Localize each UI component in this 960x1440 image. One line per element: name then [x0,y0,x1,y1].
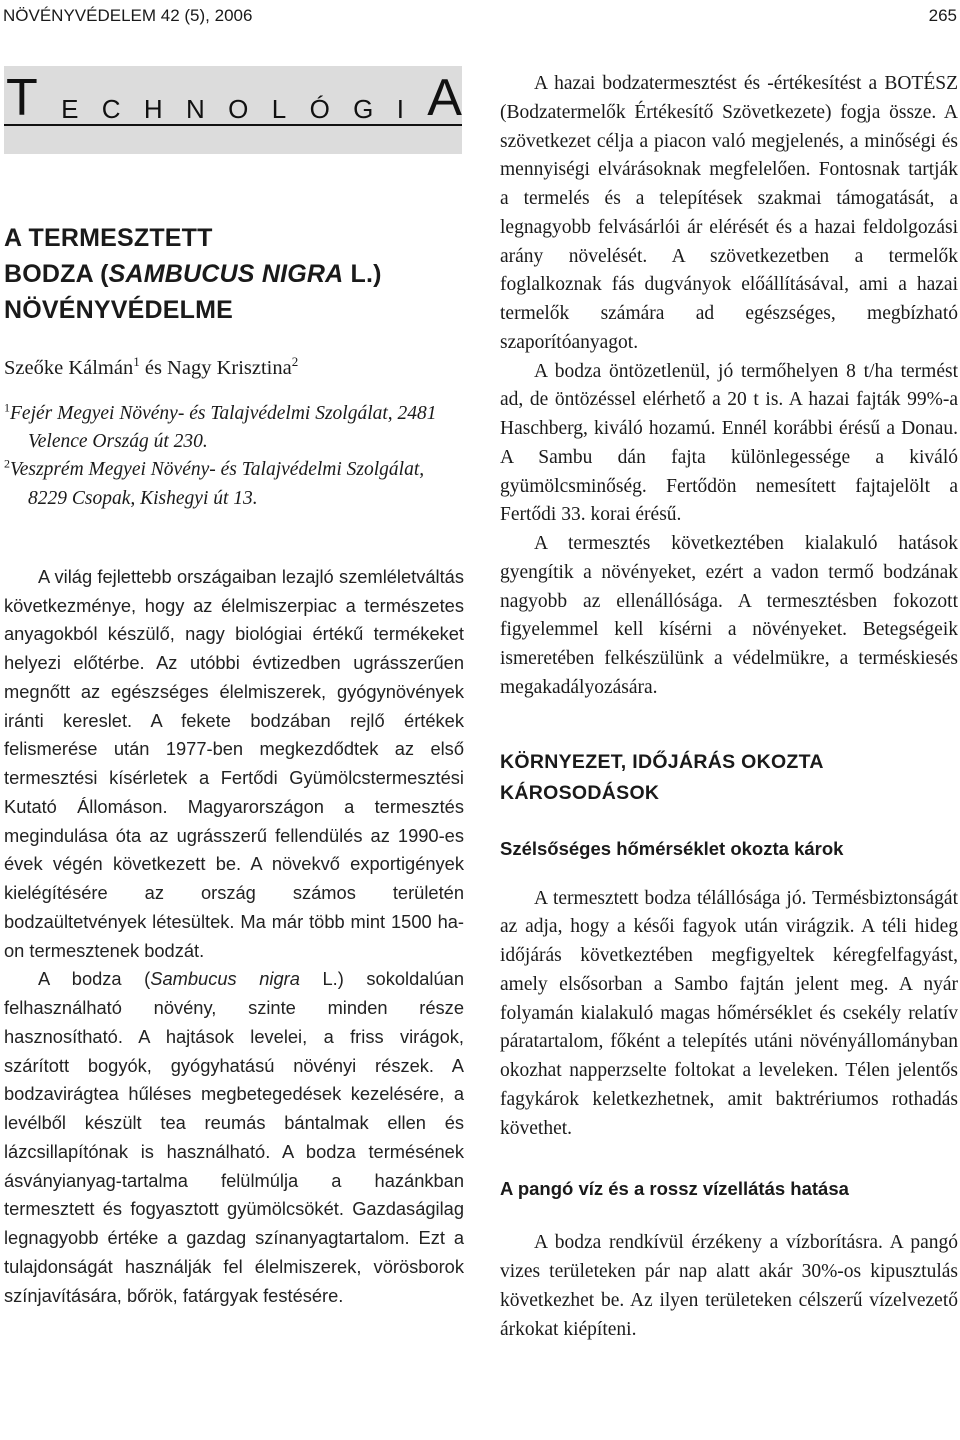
page-number: 265 [928,6,957,25]
author-2: Nagy Krisztina [167,357,292,379]
running-header [0,6,960,30]
section-heading: KÖRNYEZET, IDŐJÁRÁS OKOZTA KÁROSODÁSOK [500,750,824,804]
title-line-3: NÖVÉNYVÉDELME [4,296,234,324]
banner-letter: C [101,94,121,124]
banner-letter: N [186,94,205,124]
author-1: Szeőke Kálmán [4,357,134,379]
journal-citation: NÖVÉNYVÉDELEM 42 (5), 2006 [3,6,253,25]
body-paragraph: A bodza öntözetlenül, jó termőhelyen 8 t/ha termést ad, de öntözéssel elérhető a 20 t is. A hazai fajták 99%-a Haschberg, kiváló hozamú. Ennél korábbi érésű a Donau. A Sambu dán fajta különlegessége a kiváló gyümölcsminőség. Fertődön nemesített fajtajelölt a Fertődi 33. korai érésű. [500,360,958,526]
left-column [4,66,464,1310]
body-paragraph: A bodza (Sambucus nigra L.) sokoldalúan felhasználható növény, szinte minden része hasznosítható. A hajtások levelei, a friss virágok, szárított bogyók, gyógyhatású növényi részek. A bodzavirágtea hűléses megbetegedések kezelésére, a levélből készült tea reumás bántalmak ellen és lázcsillapítónak is használható. A bodza termésének ásványianyag-tartalma felülmúlja a hazánkban termesztett és fogyasztott gyümölcsökét. Gazdaságilag legnagyobb értéke a gazdag színanyagtartalom. Ezt a tulajdonságát használják fel élelmiszerek, vörösborok színjavítására, bőrök, fatárgyak festésére. [4,968,464,1306]
affiliation-2: $^2$Veszprém Megyei Növény- és Talajvédelmi Szolgálat, 8229 Csopak, Kishegyi út 13. [4,456,425,509]
banner-letter: G [353,94,374,124]
body-paragraph: A termesztés következtében kialakuló hatások gyengítik a növényeket, ezért a vadon termő bodzának nagyobb az ellenállósága. A termesztésben fokozott figyelemmel kell kísérni a növényeket. Betegségeik ismeretében felkészülünk a védelmükre, a terméskiesés megakadályozására. [500,533,958,698]
body-paragraph: A hazai bodzatermesztést és -értékesítést a BOTÉSZ (Bodzatermelők Értékesítő Szövetkezete) fogja össze. A szövetkezet célja a piacon való megjelenés, a minőségi és mennyiségi elvárásoknak megfelelően. Fontosnak tartják a termelés és a telepítések szakmai támogatását, a legnagyobb felvásárlói ár elérését és a hazai feldolgozási arány növelését. A szövetkezetben a termelők foglalkoznak fás dugványok előállításával, ami a hazai termelők számára ad egészséges, megbízható szaporítóanyagot. [500,73,958,353]
banner-letter: L [271,94,287,124]
article-title [4,220,464,328]
affiliation-1: $^1$Fejér Megyei Növény- és Talajvédelmi Szolgálat, 2481 Velence Ország út 230. [4,400,437,453]
banner-letter: Ó [309,94,330,124]
banner-letter: T [6,69,38,127]
banner-letter: I [396,94,404,124]
title-line-2: BODZA (SAMBUCUS NIGRA L.) [4,260,382,288]
subsection-heading: Szélsőséges hőmérséklet okozta károk [500,837,844,859]
section-banner [4,66,462,154]
banner-letter: A [427,69,462,127]
section-title [6,66,462,154]
abstract: A világ fejlettebb országaiban lezajló szemléletváltás következménye, hogy az élelmiszerpiac a természetes anyagokból készülő, nagy biológiai értékű termékeket helyezi előtérbe. Az utóbbi évtizedben ugrásszerűen megnőtt az egészséges élelmiszerek, gyógynövények iránti kereslet. A fekete bodzában rejlő értékek felismerése után 1977-ben megkezdődtek az első termesztési kísérletek a Fertődi Gyümölcstermesztési Kutató Állomáson. Magyarországon a termesztés megindulása óta az ugrásszerű fellendülés az 1990-es évek végén következett be. A növekvő exportigények kielégítésére az ország számos területén bodzaültetvények létesültek. Ma már több mint 1500 ha-on termesztenek bodzát. [4,565,464,961]
authors: Szeőke Kálmán$^1$ és Nagy Krisztina$^2$ [4,354,299,379]
banner-letter: E [61,94,79,124]
body-paragraph: A termesztett bodza télállósága jó. Termésbiztonságát az adja, hogy a késői fagyok után virágzik. A téli hideg időjárás következtében megfigyeltek kéregfelfagyást, amely elsősorban a Sambo fajtán jelent meg. A nyár folyamán kialakuló magas hőmérséklet és csekély relatív páratartalom, főként a telepítés utáni növényállományban okozhat napperzselte foltokat a leveleken. Télen jelentős fagykárok keletkezhetnek, amit baktrériumos rothadás követhet. [500,887,958,1139]
subsection-heading: A pangó víz és a rossz vízellátás hatása [500,1178,849,1200]
affiliations [4,400,464,513]
right-column [500,70,958,1344]
title-line-1: A TERMESZTETT [4,224,213,252]
banner-letter: H [143,94,163,124]
body-paragraph: A bodza rendkívül érzékeny a vízborításra. A pangó vizes területeken pár nap alatt akár 30%-os kipusztulás következhet be. Az ilyen területeken célszerű vízelvezető árkokat kiépíteni. [500,1232,958,1340]
banner-letter: O [228,94,249,124]
